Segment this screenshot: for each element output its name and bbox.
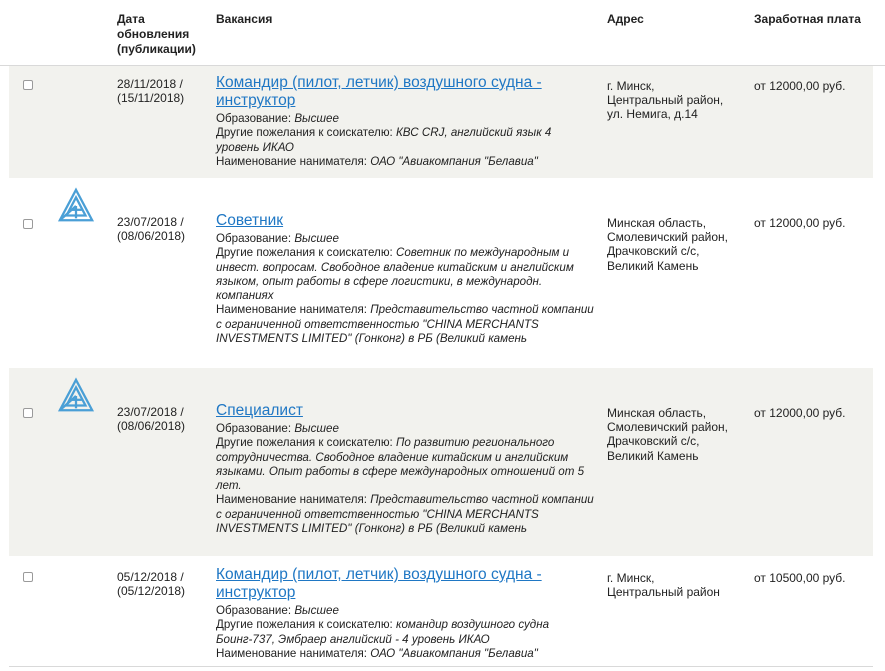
salary: от 12000,00 руб.: [754, 406, 846, 420]
update-date: 05/12/2018 /: [117, 570, 184, 584]
education-line: [216, 604, 596, 618]
vacancy-details: [216, 74, 596, 169]
employer-label: Наименование нанимателя:: [216, 493, 367, 507]
publish-date: (05/12/2018): [117, 584, 186, 598]
employer-label: Наименование нанимателя:: [216, 646, 367, 660]
wishes-value: командир воздушного судна Боинг-737, Эмбраер английский - 4 уровень ИКАО: [216, 618, 550, 646]
row-checkbox[interactable]: [23, 408, 33, 418]
address-line: ул. Немига, д.14: [607, 107, 698, 122]
employer-line: [216, 647, 596, 661]
employer-line: [216, 155, 596, 169]
table-row: [9, 66, 873, 178]
address-line: Минская область,: [607, 216, 707, 230]
table-bottom-divider: [9, 666, 873, 667]
address-line: Центральный район: [607, 585, 720, 600]
employer-value: Представительство частной компании с ограниченной ответственностью "CHINA MERCHANTS INVESTMENTS LIMITED" (Гонконг) в РБ (Великий камень: [216, 493, 594, 536]
wishes-line: [216, 436, 596, 493]
employer-value: ОАО "Авиакомпания "Белавиа": [370, 154, 538, 168]
education-line: [216, 112, 596, 126]
employer-line: [216, 303, 596, 346]
vacancy-details: [216, 566, 596, 661]
address-line: Великий Камень: [607, 448, 699, 463]
update-date: 28/11/2018 /: [117, 77, 183, 91]
row-checkbox[interactable]: [23, 80, 33, 90]
vacancy-title-link[interactable]: Командир (пилот, летчик) воздушного судна - инструктор: [216, 74, 542, 109]
education-line: [216, 232, 596, 246]
employer-line: [216, 493, 596, 536]
row-checkbox[interactable]: [23, 219, 33, 229]
address: [607, 79, 747, 122]
employer-label: Наименование нанимателя:: [216, 303, 367, 317]
column-header-date: Дата обновления (публикации): [117, 12, 196, 56]
address-line: Центральный район,: [607, 93, 724, 108]
vacancy-details: [216, 402, 596, 536]
address-line: Драчковский с/с,: [607, 434, 700, 449]
row-dates: [117, 405, 207, 433]
employer-logo-icon: [57, 187, 95, 225]
education-label: Образование:: [216, 422, 292, 435]
vacancy-title-link[interactable]: Специалист: [216, 402, 303, 419]
education-value: Высшее: [294, 422, 339, 435]
education-value: Высшее: [294, 604, 339, 617]
education-value: Высшее: [294, 232, 339, 245]
table-row: [9, 368, 873, 556]
address: [607, 406, 747, 463]
vacancy-title-link[interactable]: Командир (пилот, летчик) воздушного судна - инструктор: [216, 566, 542, 601]
update-date: 23/07/2018 /: [117, 405, 184, 419]
education-line: [216, 422, 596, 436]
wishes-label: Другие пожелания к соискателю:: [216, 436, 393, 450]
address-line: Минская область,: [607, 406, 707, 420]
address-line: Смолевичский район,: [607, 420, 729, 435]
employer-value: Представительство частной компании с ограниченной ответственностью "CHINA MERCHANTS INVESTMENTS LIMITED" (Гонконг) в РБ (Великий камень: [216, 303, 594, 346]
row-checkbox[interactable]: [23, 572, 33, 582]
vacancy-details: [216, 212, 596, 346]
row-dates: [117, 215, 207, 243]
table-row: [9, 178, 873, 368]
salary: от 12000,00 руб.: [754, 216, 846, 230]
update-date: 23/07/2018 /: [117, 215, 184, 229]
wishes-value: Советник по международным и инвест. вопросам. Свободное владение китайским и английским языком, опыт работы в сфере логистики, в международн. компаниях: [216, 246, 574, 303]
vacancy-title-link[interactable]: Советник: [216, 212, 284, 229]
employer-logo-icon: [57, 377, 95, 415]
address-line: Драчковский с/с,: [607, 244, 700, 259]
address: [607, 216, 747, 273]
publish-date: (08/06/2018): [117, 229, 186, 243]
column-header-vacancy: Вакансия: [216, 12, 273, 26]
wishes-line: [216, 618, 596, 647]
wishes-label: Другие пожелания к соискателю:: [216, 618, 393, 632]
wishes-value: По развитию регионального сотрудничества. Свободное владение китайским и английским языками. Опыт работы в сфере международных отношений от 5 лет.: [216, 436, 585, 493]
wishes-value: КВС CRJ, английский язык 4 уровень ИКАО: [216, 126, 552, 154]
address-line: Смолевичский район,: [607, 230, 729, 245]
wishes-label: Другие пожелания к соискателю:: [216, 246, 393, 260]
address: [607, 571, 747, 599]
table-header: [0, 0, 885, 66]
wishes-line: [216, 246, 596, 303]
publish-date: (08/06/2018): [117, 419, 186, 433]
address-line: Великий Камень: [607, 258, 699, 273]
education-label: Образование:: [216, 232, 292, 245]
table-row: [9, 556, 873, 666]
wishes-line: [216, 126, 596, 155]
employer-value: ОАО "Авиакомпания "Белавиа": [370, 646, 538, 660]
address-line: г. Минск,: [607, 79, 655, 93]
salary: от 10500,00 руб.: [754, 571, 846, 585]
education-label: Образование:: [216, 112, 292, 125]
education-value: Высшее: [294, 112, 339, 125]
education-label: Образование:: [216, 604, 292, 617]
column-header-address: Адрес: [607, 12, 644, 26]
address-line: г. Минск,: [607, 571, 655, 585]
publish-date: (15/11/2018): [117, 91, 185, 105]
employer-label: Наименование нанимателя:: [216, 154, 367, 168]
salary: от 12000,00 руб.: [754, 79, 846, 93]
row-dates: [117, 77, 207, 105]
wishes-label: Другие пожелания к соискателю:: [216, 126, 393, 140]
column-header-salary: Заработная плата: [754, 12, 861, 26]
row-dates: [117, 570, 207, 598]
